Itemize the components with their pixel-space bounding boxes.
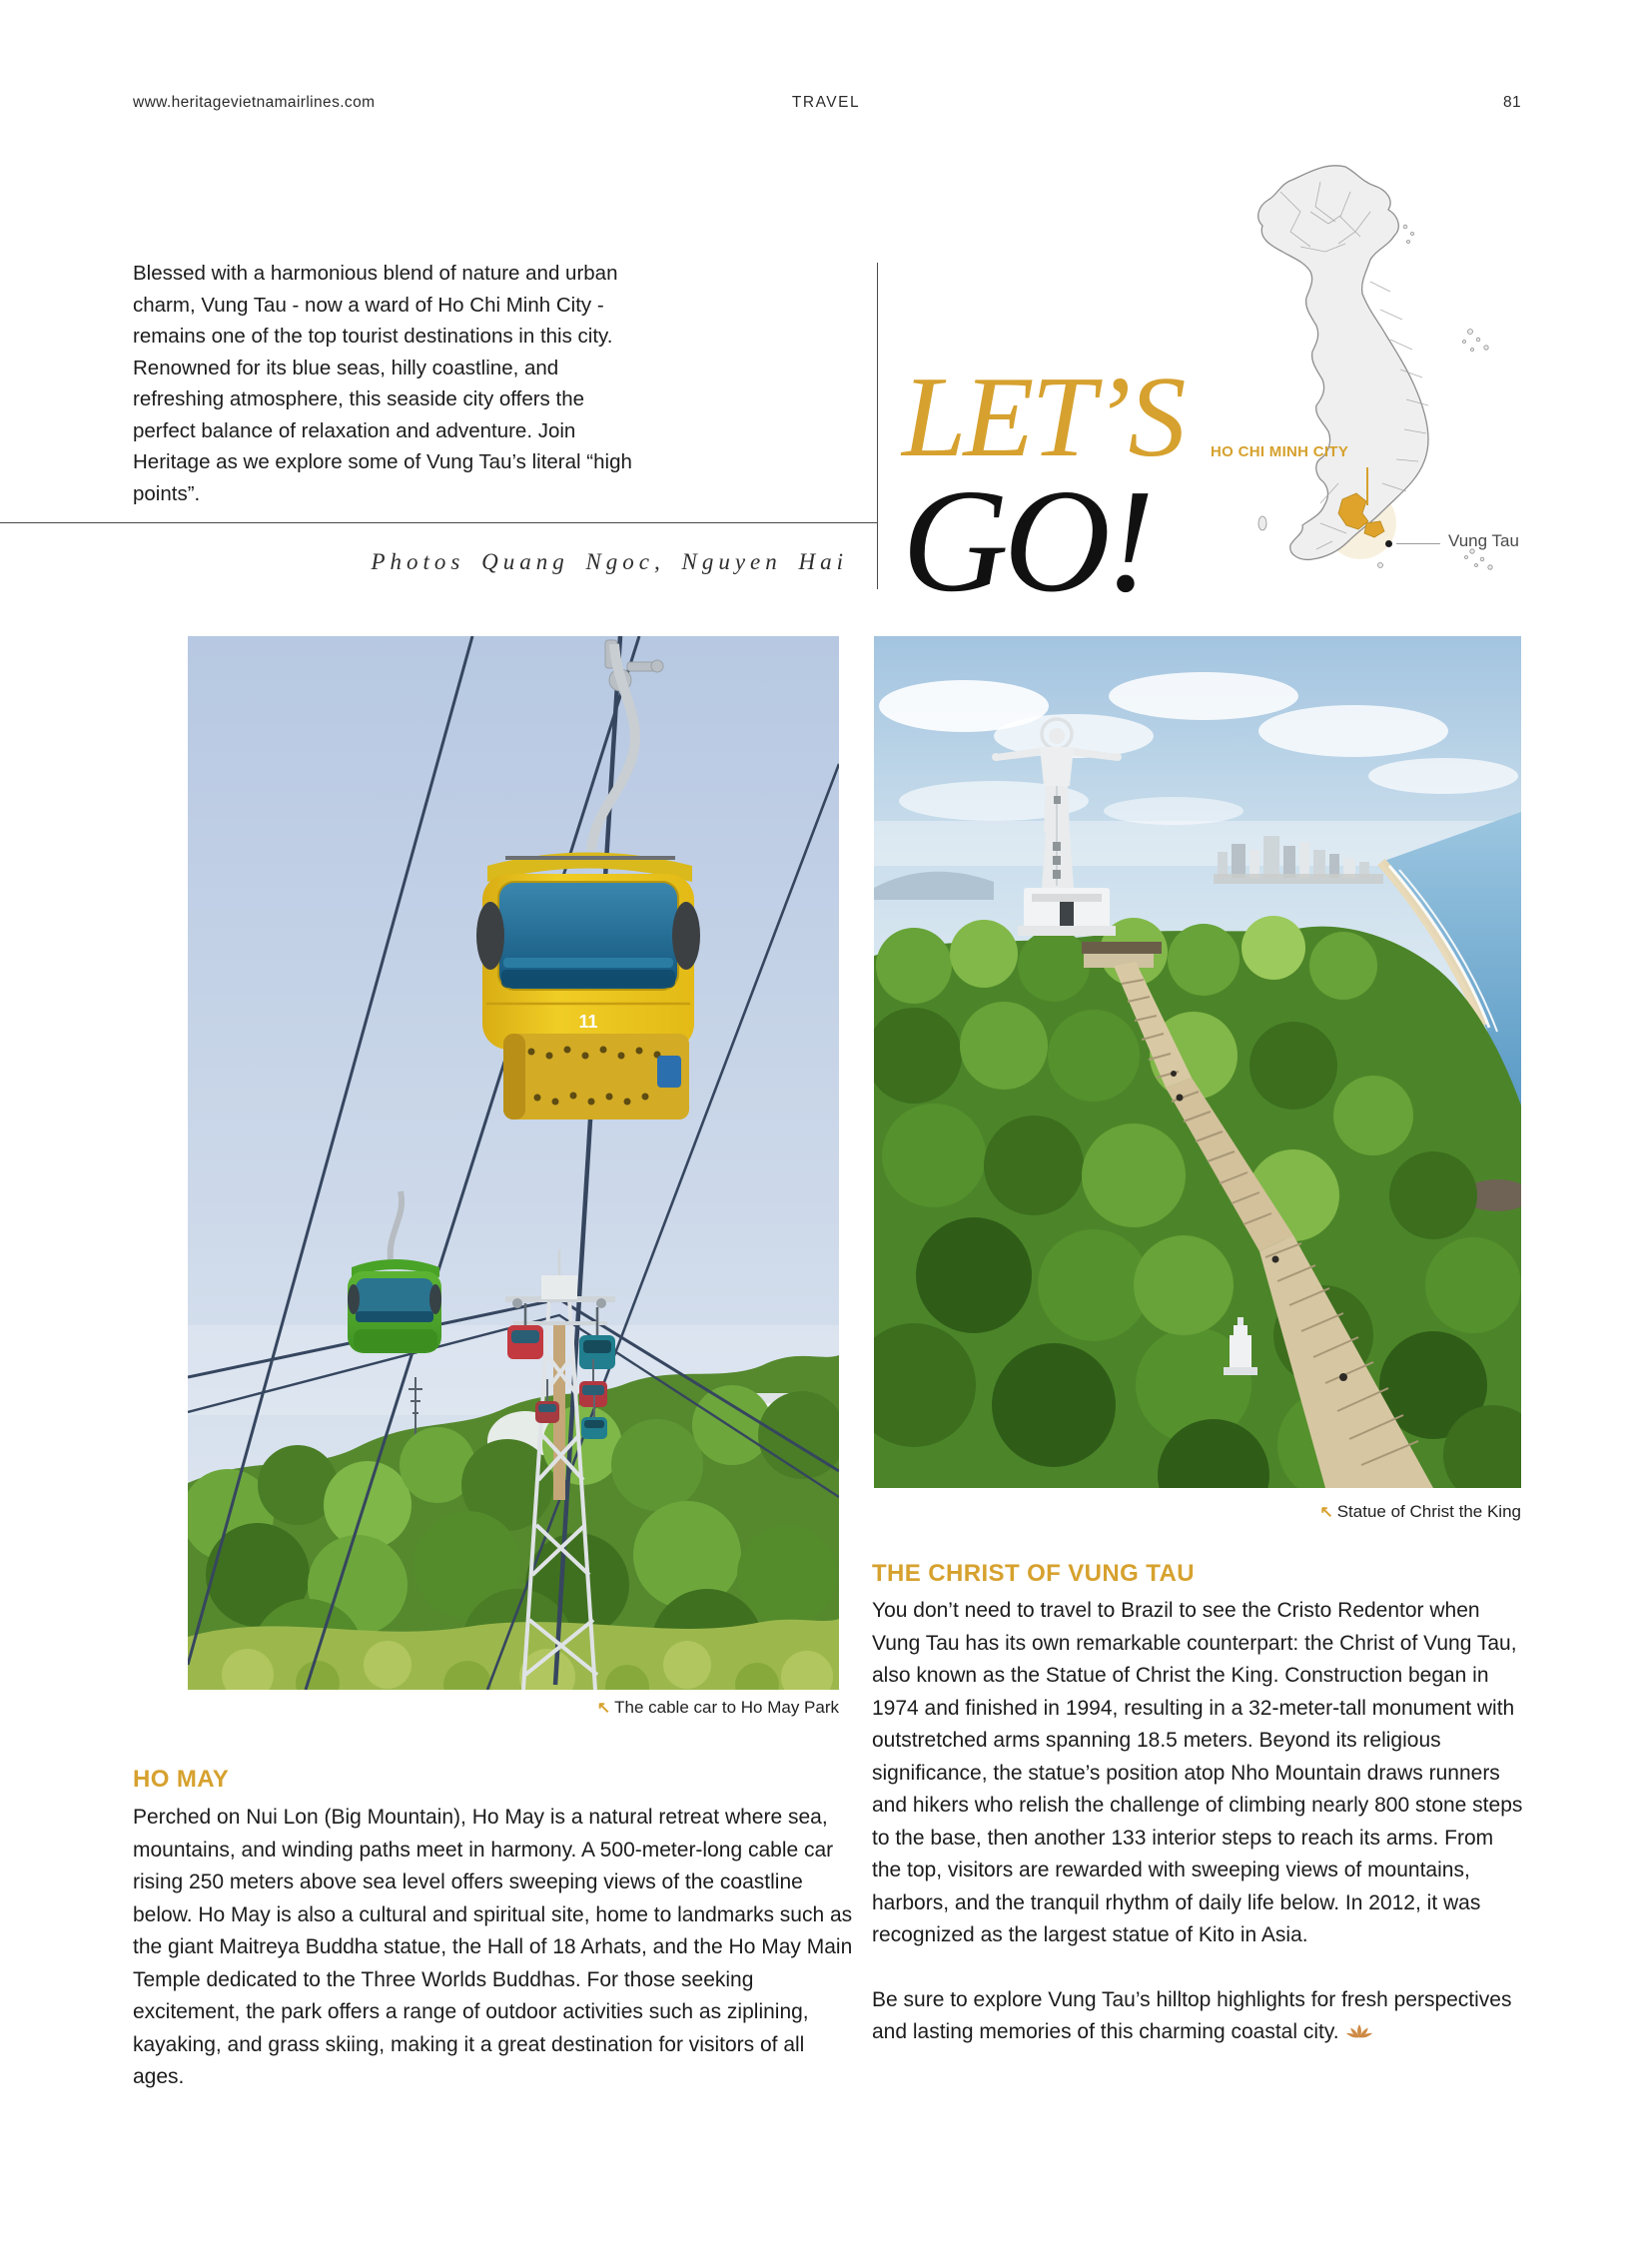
map-label-ho-chi-minh-city: HO CHI MINH CITY xyxy=(1211,443,1349,460)
cable-car-caption xyxy=(188,1698,839,1718)
lotus-icon xyxy=(1345,2019,1373,2052)
header-website: www.heritagevietnamairlines.com xyxy=(133,94,376,111)
statue-photo xyxy=(874,636,1521,1488)
ho-may-body: Perched on Nui Lon (Big Mountain), Ho May is a natural retreat where sea, mountains, and winding paths meet in harmony. A 500-meter-long cable car rising 250 meters above sea level offers sweeping views of the coastline below. Ho May is also a cultural and spiritual site, home to landmarks such as the giant Maitreya Buddha statue, the Hall of 18 Arhats, and the Ho May Main Temple dedicated to the Three Worlds Buddhas. For those seeking excitement, the park offers a range of outdoor activities such as ziplining, kayaking, and grass skiing, making it a great destination for visitors of all ages. xyxy=(133,1806,853,2088)
vietnam-map xyxy=(1221,152,1530,579)
vertical-divider xyxy=(877,263,878,589)
headline-lets: LET’S xyxy=(902,354,1184,481)
gondola-number: 11 xyxy=(578,1012,598,1032)
statue-caption-text: Statue of Christ the King xyxy=(1336,1502,1521,1521)
christ-body xyxy=(872,1595,1523,2052)
christ-closing-text: Be sure to explore Vung Tau’s hilltop highlights for fresh perspectives and lasting memories of this charming coastal city. xyxy=(872,1987,1512,2043)
cable-car-photo xyxy=(188,636,839,1690)
header-section: TRAVEL xyxy=(791,94,861,111)
intro-paragraph: Blessed with a harmonious blend of nature and urban charm, Vung Tau - now a ward of Ho Chi Minh City - remains one of the top tourist destinations in this city. Renowned for its blue seas, hilly coastline, and refreshing atmosphere, this seaside city offers the perfect balance of relaxation and adventure. Join Heritage as we explore some of Vung Tau’s literal “high points”. xyxy=(133,262,632,505)
caption-arrow-icon: ↖ xyxy=(596,1700,611,1717)
christ-heading: THE CHRIST OF VUNG TAU xyxy=(872,1560,1196,1587)
vung-tau-leader-line xyxy=(1396,543,1440,544)
cable-car-caption-text: The cable car to Ho May Park xyxy=(614,1698,839,1717)
headline xyxy=(902,354,1202,623)
vung-tau-marker-dot xyxy=(1385,540,1392,547)
christ-body-text: You don’t need to travel to Brazil to see the Cristo Redentor when Vung Tau has its own remarkable counterpart: the Christ of Vung Tau, also known as the Statue of Christ the King. Construction began in 1974 and finished in 1994, resulting in a 32-meter-tall monument with outstretched arms spanning 18.5 meters. Beyond its religious significance, the statue’s position atop Nho Mountain draws runners and hikers who relish the challenge of climbing nearly 800 stone steps to the base, then another 133 interior steps to reach its arms. From the top, visitors are rewarded with sweeping views of mountains, harbors, and the tranquil rhythm of daily life below. In 2012, it was recognized as the largest statue of Kito in Asia. xyxy=(872,1599,1523,1946)
page-number: 81 xyxy=(1502,94,1521,111)
ho-may-heading: HO MAY xyxy=(133,1766,230,1793)
horizontal-divider xyxy=(0,522,878,523)
photo-credit: Photos Quang Ngoc, Nguyen Hai xyxy=(371,549,848,574)
statue-caption xyxy=(874,1502,1521,1522)
vietnam-map-graphic xyxy=(1221,152,1530,579)
christ-closing xyxy=(872,1984,1523,2052)
map-label-vung-tau: Vung Tau xyxy=(1448,531,1519,550)
caption-arrow-icon: ↖ xyxy=(1319,1504,1333,1521)
map-city-leader-line xyxy=(1366,467,1368,505)
headline-go: GO! xyxy=(902,459,1151,623)
